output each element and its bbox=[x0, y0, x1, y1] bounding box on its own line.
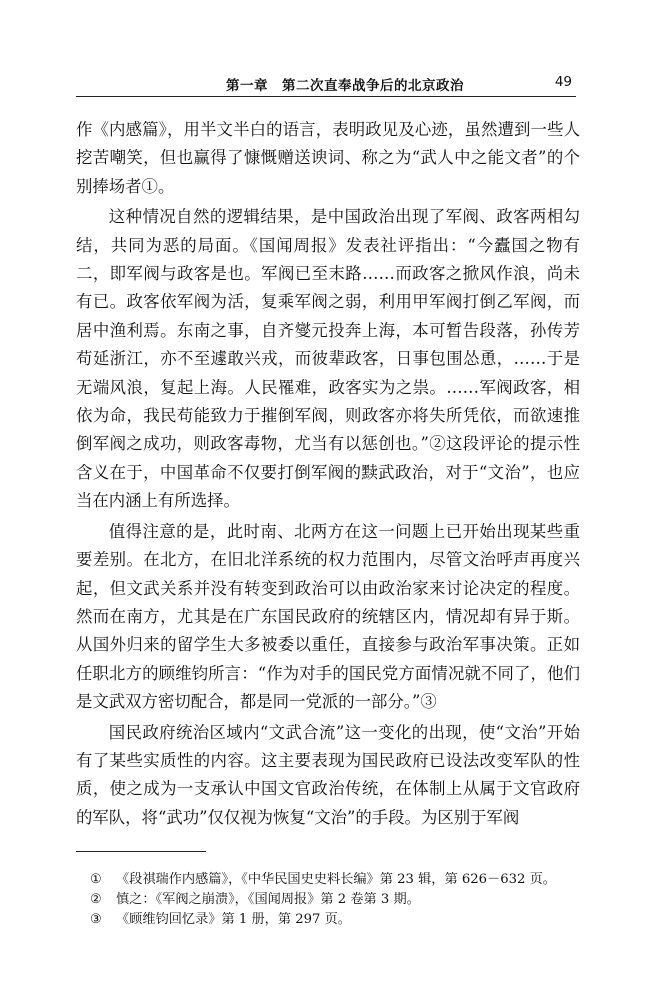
footnotes bbox=[90, 870, 570, 930]
footnote bbox=[90, 890, 570, 910]
paragraph-continued: 作《内感篇》，用半文半白的语言，表明政见及心迹，虽然遭到一些人挖苦嘲笑，但也赢得了慷慨赠送谀词、称之为“武人中之能文者”的个别捧场者①。 bbox=[76, 120, 580, 196]
running-header bbox=[76, 72, 576, 97]
footnote bbox=[90, 870, 570, 890]
paragraph: 值得注意的是，此时南、北两方在这一问题上已开始出现某些重要差别。在北方，在旧北洋系统的权力范围内，尽管文治呼声再度兴起，但文武关系并没有转变到政治可以由政治家来讨论决定的程度。然而在南方，尤其是在广东国民政府的统辖区内，情况却有异于斯。从国外归来的留学生大多被委以重任，直接参与政治军事决策。正如任职北方的顾维钧所言：“作为对手的国民党方面情况就不同了，他们是文武双方密切配合，都是同一党派的一部分。”③ bbox=[76, 521, 580, 712]
page-number: 49 bbox=[554, 74, 572, 90]
paragraph: 这种情况自然的逻辑结果，是中国政治出现了军阀、政客两相勾结，共同为恶的局面。《国闻周报》发表社评指出：“今蠹国之物有二，即军阀与政客是也。军阀已至末路……而政客之掀风作浪，尚未有已。政客依军阀为活，复乘军阀之弱，利用甲军阀打倒乙军阀，而居中渔利焉。东南之事，自齐燮元投奔上海，本可暂告段落，孙传芳苟延浙江，亦不至遽敢兴戎，而彼辈政客，日事包围怂恿，……于是无端风浪，复起上海。人民罹难，政客实为之祟。……军阀政客，相依为命，我民苟能致力于摧倒军阀，则政客亦将失所凭依，而欲速推倒军阀之成功，则政客毒物，尤当有以惩创也。”②这段评论的提示性含义在于，中国革命不仅要打倒军阀的黩武政治，对于“文治”，也应当在内涵上有所选择。 bbox=[76, 207, 580, 511]
footnote-text: 慎之：《军阀之崩溃》，《国闻周报》第 2 卷第 3 期。 bbox=[116, 892, 420, 907]
body-text bbox=[76, 116, 580, 832]
footnote bbox=[90, 910, 570, 930]
footnote-divider bbox=[76, 851, 206, 852]
footnote-mark: ③ bbox=[90, 912, 102, 927]
footnote-text: 《顾维钧回忆录》第 1 册，第 297 页。 bbox=[116, 912, 351, 927]
paragraph: 国民政府统治区域内“文武合流”这一变化的出现，使“文治”开始有了某些实质性的内容。这主要表现为国民政府已设法改变军队的性质，使之成为一支承认中国文官政治传统，在体制上从属于文官政府的军队，将“武功”仅仅视为恢复“文治”的手段。为区别于军阀 bbox=[76, 722, 580, 827]
footnote-text: 《段祺瑞作内感篇》，《中华民国史史料长编》第 23 辑，第 626－632 页。 bbox=[116, 872, 556, 887]
chapter-title: 第一章 第二次直奉战争后的北京政治 bbox=[226, 78, 464, 94]
footnote-mark: ① bbox=[90, 872, 102, 887]
footnote-mark: ② bbox=[90, 892, 102, 907]
